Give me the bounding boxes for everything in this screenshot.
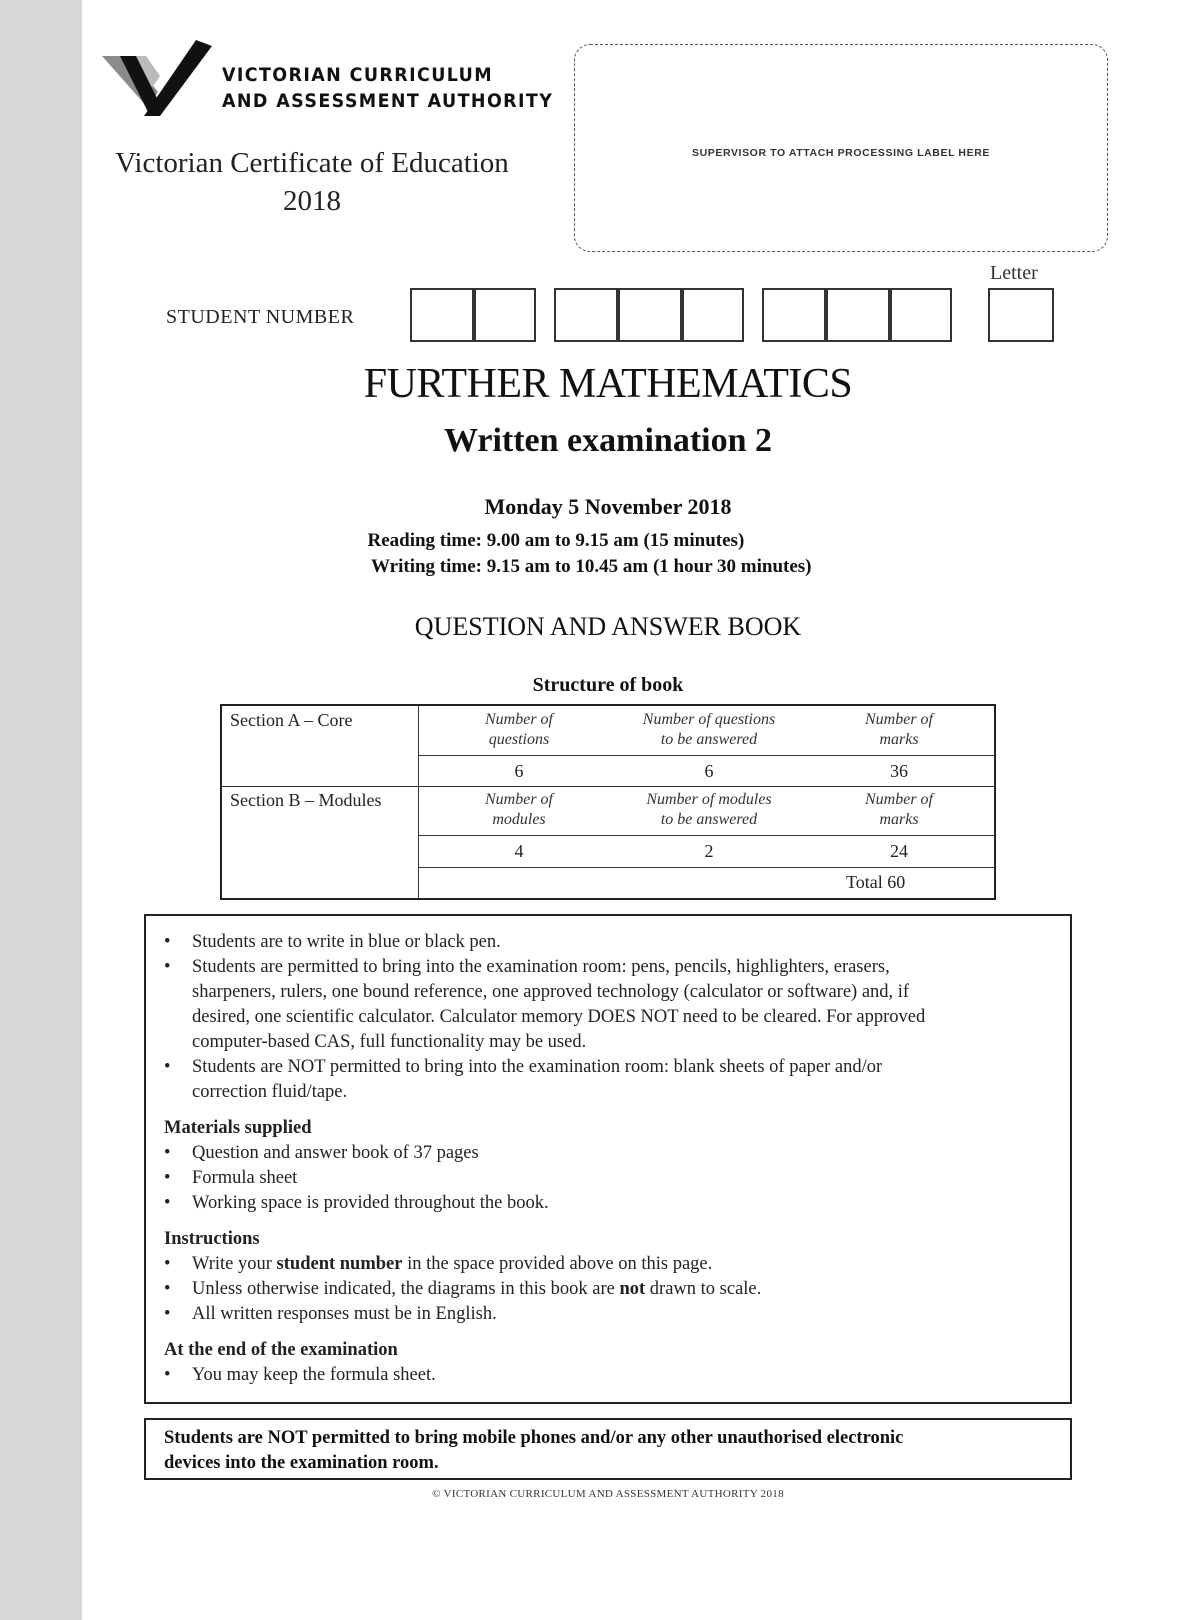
section-b-header-modules (438, 790, 600, 830)
bullet: • (164, 1365, 171, 1385)
exam-subtitle: Written examination 2 (443, 422, 772, 459)
student-number-label: STUDENT NUMBER (166, 306, 355, 328)
rule-text-line: Students are NOT permitted to bring into the examination room: blank sheets of paper and/or (192, 1057, 883, 1077)
section-b-marks-value: 24 (890, 841, 908, 861)
bullet: • (164, 932, 171, 952)
total-marks: Total 60 (846, 872, 906, 892)
student-number-digit-box[interactable] (410, 288, 474, 342)
header-line: Number of questions (642, 711, 776, 728)
student-number-letter-box[interactable] (988, 288, 1054, 342)
instruction-item (164, 1277, 1054, 1302)
instruction-item (164, 1302, 1054, 1327)
section-b-answered-value: 2 (704, 841, 714, 861)
section-a-header-questions (438, 710, 600, 750)
certificate-name: Victorian Certificate of Education (115, 147, 509, 179)
exam-times (330, 530, 812, 582)
section-a-header-marks (818, 710, 980, 750)
bullet: • (164, 1254, 171, 1274)
table-divider (418, 706, 419, 898)
instruction-text: Unless otherwise indicated, the diagrams in this book are (192, 1279, 620, 1299)
structure-table (220, 704, 996, 900)
copyright-notice: © VICTORIAN CURRICULUM AND ASSESSMENT AUTHORITY 2018 (432, 1488, 784, 1500)
bullet: • (164, 1143, 171, 1163)
instruction-text: All written responses must be in English. (192, 1304, 497, 1324)
reading-time-label: Reading time: (367, 530, 482, 551)
section-a-marks-value: 36 (890, 761, 908, 781)
header-line: to be answered (660, 811, 758, 828)
writing-time-value: 9.15 am to 10.45 am (1 hour 30 minutes) (486, 556, 812, 577)
bullet: • (164, 1057, 171, 1077)
header-line: questions (488, 731, 550, 748)
rule-item (164, 930, 1054, 955)
section-a-name: Section A – Core (230, 710, 353, 730)
logo-line-2: AND ASSESSMENT AUTHORITY (222, 90, 554, 112)
materials-text: Working space is provided throughout the book. (192, 1193, 549, 1213)
header-line: Number of modules (646, 791, 772, 808)
student-number-digit-box[interactable] (682, 288, 744, 342)
bullet: • (164, 1304, 171, 1324)
section-a-header-answered (604, 710, 814, 750)
rule-item (164, 955, 1054, 1055)
header-line: Number of (865, 791, 933, 808)
table-divider (418, 835, 994, 836)
vcaa-logo-wordmark (222, 62, 553, 114)
certificate-heading (92, 144, 532, 220)
warning-line: Students are NOT permitted to bring mobile phones and/or any other unauthorised electronic (164, 1428, 904, 1448)
end-text: You may keep the formula sheet. (192, 1365, 436, 1385)
rule-text-line: Students are permitted to bring into the examination room: pens, pencils, highlighters, erasers, (192, 957, 890, 977)
writing-time-label: Writing time: (371, 556, 482, 577)
device-warning-box (144, 1418, 1072, 1480)
bullet: • (164, 1279, 171, 1299)
materials-text: Question and answer book of 37 pages (192, 1143, 479, 1163)
instruction-text: Write your (192, 1254, 277, 1274)
section-a-questions-value: 6 (514, 761, 524, 781)
materials-text: Formula sheet (192, 1168, 298, 1188)
student-number-digit-box[interactable] (762, 288, 826, 342)
materials-item (164, 1166, 1054, 1191)
section-b-modules-value: 4 (514, 841, 524, 861)
exam-title: FURTHER MATHEMATICS (363, 361, 853, 407)
rule-text-line: correction fluid/tape. (192, 1082, 348, 1102)
table-divider (418, 867, 994, 868)
instructions-box (144, 914, 1072, 1404)
header-line: marks (879, 811, 919, 828)
section-b-header-answered (604, 790, 814, 830)
student-number-digit-box[interactable] (474, 288, 536, 342)
instructions-heading: Instructions (164, 1229, 260, 1249)
header-line: to be answered (660, 731, 758, 748)
rule-text: Students are to write in blue or black pen. (192, 932, 501, 952)
warning-line: devices into the examination room. (164, 1453, 439, 1473)
table-divider (222, 786, 994, 787)
reading-time-row (330, 530, 812, 556)
bullet: • (164, 1193, 171, 1213)
table-divider (418, 755, 994, 756)
instruction-emphasis: student number (276, 1254, 403, 1274)
student-number-digit-box[interactable] (618, 288, 682, 342)
instruction-text: drawn to scale. (645, 1279, 762, 1299)
bullet: • (164, 957, 171, 977)
instruction-item (164, 1252, 1054, 1277)
header-line: Number of (485, 791, 553, 808)
section-a-answered-value: 6 (704, 761, 714, 781)
header-line: marks (879, 731, 919, 748)
student-number-digit-box[interactable] (554, 288, 618, 342)
page-margin-strip (0, 0, 82, 1620)
header-line: Number of (485, 711, 553, 728)
section-b-name: Section B – Modules (230, 790, 382, 810)
structure-table-title: Structure of book (532, 674, 684, 696)
materials-heading: Materials supplied (164, 1118, 312, 1138)
rule-text-line: desired, one scientific calculator. Calculator memory DOES NOT need to be cleared. For approved (192, 1007, 926, 1027)
rule-text-line: sharpeners, rulers, one bound reference, one approved technology (calculator or software) and, if (192, 982, 910, 1002)
section-b-header-marks (818, 790, 980, 830)
student-number-digit-box[interactable] (890, 288, 952, 342)
rule-text-line: computer-based CAS, full functionality may be used. (192, 1032, 587, 1052)
bullet: • (164, 1168, 171, 1188)
logo-line-1: VICTORIAN CURRICULUM (222, 64, 494, 86)
vcaa-logo (100, 40, 554, 120)
header-line: modules (492, 811, 546, 828)
processing-label-area (574, 44, 1108, 252)
writing-time-row (330, 556, 812, 582)
certificate-year: 2018 (283, 185, 341, 217)
exam-date: Monday 5 November 2018 (484, 494, 732, 519)
book-type-heading: QUESTION AND ANSWER BOOK (414, 612, 802, 641)
device-warning-text (164, 1426, 1044, 1476)
header-line: Number of (865, 711, 933, 728)
reading-time-value: 9.00 am to 9.15 am (15 minutes) (486, 530, 745, 551)
letter-label: Letter (990, 262, 1038, 284)
instruction-text: in the space provided above on this page. (402, 1254, 713, 1274)
student-number-digit-box[interactable] (826, 288, 890, 342)
end-item (164, 1363, 1054, 1388)
processing-label-text: SUPERVISOR TO ATTACH PROCESSING LABEL HERE (691, 147, 991, 159)
materials-item (164, 1191, 1054, 1216)
instructions-content (164, 930, 1054, 1388)
rule-item (164, 1055, 1054, 1105)
end-of-exam-heading: At the end of the examination (164, 1340, 398, 1360)
instruction-emphasis: not (619, 1279, 646, 1299)
materials-item (164, 1141, 1054, 1166)
vcaa-logo-mark (100, 40, 220, 120)
